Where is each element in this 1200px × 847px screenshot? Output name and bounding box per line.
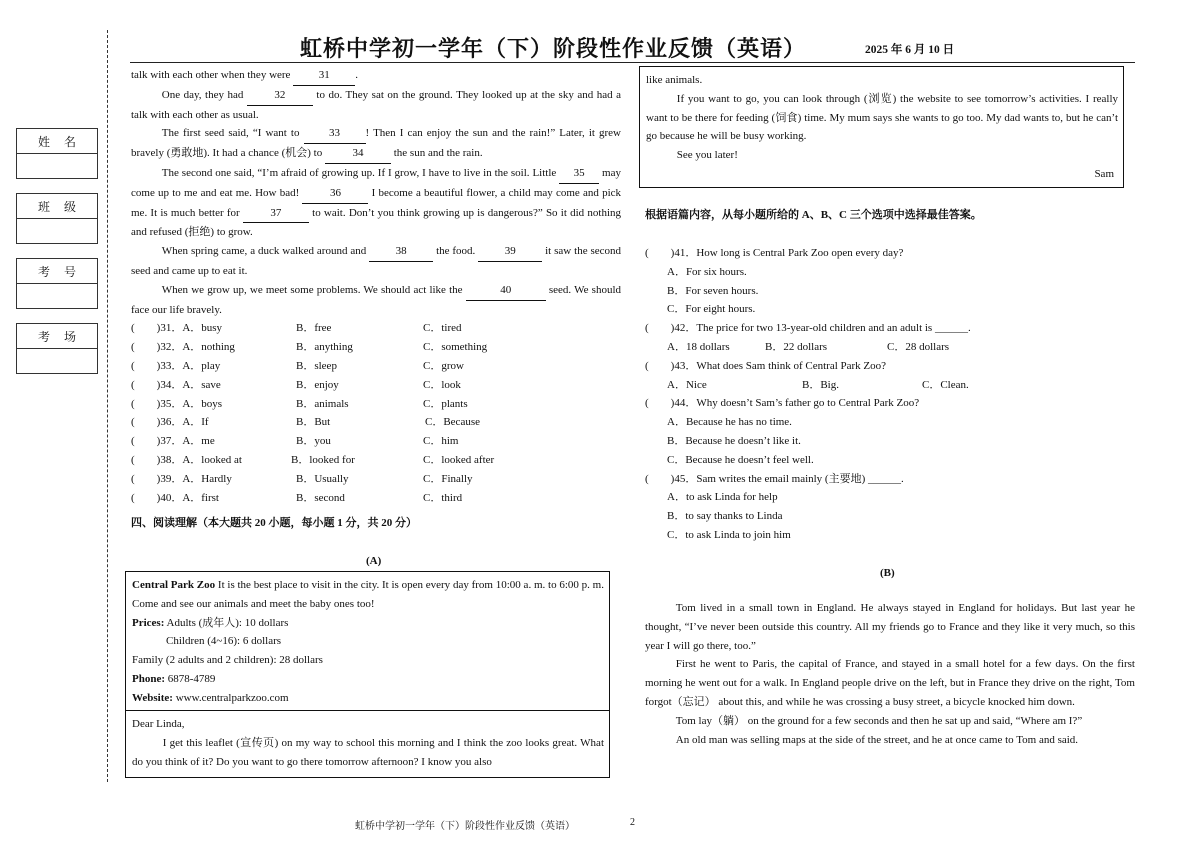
room-label-1: 考 [37,329,50,344]
reading-questions [645,244,1125,545]
q42-option-c[interactable]: C．28 dollars [887,340,950,353]
page-number: 2 [630,817,635,828]
blank-35: 35 [559,164,599,184]
question-41: ( )41．How long is Central Park Zoo open every day? [645,247,904,259]
name-box [16,128,98,179]
option-c[interactable]: C．him [423,435,459,448]
name-label-2: 名 [63,134,76,149]
option-row [131,451,621,470]
phone-number: 6878-4789 [165,672,216,685]
option-a[interactable]: ( )39．A．Hardly [131,472,232,485]
blank-36: 36 [302,184,368,204]
option-c[interactable]: C．plants [423,397,468,410]
class-label-2: 级 [63,199,76,214]
option-row [131,376,621,395]
q43-option-c[interactable]: C．Clean. [922,378,969,391]
option-c[interactable]: C．looked after [423,453,495,466]
option-a[interactable]: ( )32．A．nothing [131,341,235,354]
blank-38: 38 [369,242,433,262]
option-a[interactable]: ( )38．A．looked at [131,453,242,466]
option-b[interactable]: B．free [296,322,332,335]
question-instruction: 根据语篇内容，从每小题所给的 A、B、C 三个选项中选择最佳答案。 [645,209,982,221]
q44-option-c[interactable]: C．Because he doesn’t feel well. [667,453,814,466]
adult-price: Adults (成年人): 10 dollars [164,616,289,629]
letter-paragraph-1: I get this leaflet (宣传页) on my way to school this morning and I think the zoo looks great. What do you think of it? Do you want to go there tomorrow afternoon? I know you also [132,736,604,768]
option-c[interactable]: C．look [423,378,461,391]
website-url[interactable]: www.centralparkzoo.com [172,691,289,704]
option-b[interactable]: B．second [296,491,345,504]
option-a[interactable]: ( )31．A．busy [131,322,223,335]
q42-option-a[interactable]: A．18 dollars [667,340,730,353]
option-c[interactable]: C．Finally [423,472,473,485]
question-42: ( )42．The price for two 13-year-old children and an adult is ______. [645,322,971,335]
option-b[interactable]: B．sleep [296,359,337,372]
letter-box-start [125,710,610,778]
q41-option-c[interactable]: C．For eight hours. [667,303,756,316]
exam-number-box [16,258,98,309]
blank-37: 37 [243,204,309,224]
letter-paragraph-1-end: like animals. [646,74,703,86]
zoo-leaflet [125,571,610,711]
q45-option-b[interactable]: B．to say thanks to Linda [667,510,783,523]
part-a-label: (A) [366,555,382,567]
option-a[interactable]: ( )34．A．save [131,378,221,391]
q43-option-b[interactable]: B．Big. [802,378,839,391]
letter-box-continued [639,66,1124,188]
q45-option-a[interactable]: A．to ask Linda for help [667,491,778,504]
question-43: ( )43．What does Sam think of Central Park Zoo? [645,359,887,372]
option-c[interactable]: C．third [423,491,463,504]
option-a[interactable]: ( )36．A．If [131,416,209,429]
room-label-2: 场 [63,329,76,344]
phone-label: Phone: [132,672,165,685]
passage-b-paragraph-1: Tom lived in a small town in England. He always stayed in England for holidays. But last year he thought, “I’ve never been outside this country. All my friends go to France and they like it very much, so this year I will go there, too.” [645,602,1135,652]
option-row [131,395,621,414]
option-a[interactable]: ( )37．A．me [131,435,215,448]
class-field[interactable] [17,219,97,243]
option-row [131,413,621,432]
family-price: Family (2 adults and 2 children): 28 dollars [132,654,323,667]
q42-option-b[interactable]: B．22 dollars [765,340,828,353]
passage-b-paragraph-3: Tom lay（躺） on the ground for a few seconds and then he sat up and said, “Where am I?” [675,714,1083,727]
q41-option-a[interactable]: A．For six hours. [667,265,747,278]
option-row [131,470,621,489]
name-field[interactable] [17,154,97,178]
zoo-name: Central Park Zoo [132,579,216,591]
number-label-1: 考 [37,264,50,279]
page-title: 虹桥中学初一学年（下）阶段性作业反馈（英语） [300,36,807,61]
blank-39: 39 [478,242,542,262]
option-a[interactable]: ( )40．A．first [131,491,219,504]
question-45: ( )45．Sam writes the email mainly (主要地) ______. [645,472,904,485]
option-b[interactable]: B．animals [296,397,349,410]
zoo-intro: It is the best place to visit in the city. It is open every day from 10:00 a. m. to 6:00 p. m. Come and see our animals and meet the baby ones too! [132,579,604,610]
q41-option-b[interactable]: B．For seven hours. [667,284,759,297]
passage-b-paragraph-2: First he went to Paris, the capital of France, and stayed in a small hotel for a few days. On the first morning he went out for a walk. In England people drive on the left, but in France they drive on the right, Tom forgot（忘记） about this, and while he was crossing a busy street, a bicycle knocked him down. [645,658,1135,708]
option-b[interactable]: B．anything [296,341,353,354]
part-b-passage [645,599,1135,749]
option-b[interactable]: B．enjoy [296,378,339,391]
section-heading: 四、阅读理解（本大题共 20 小题，每小题 1 分，共 20 分） [131,517,417,529]
option-b[interactable]: B．But [296,416,331,429]
option-row [131,489,621,508]
blank-40: 40 [466,281,546,301]
page-footer: 虹桥中学初一学年（下）阶段性作业反馈（英语） [355,821,575,832]
number-label-2: 号 [63,264,76,279]
name-label-1: 姓 [37,134,50,149]
option-b[interactable]: B．looked for [291,453,355,466]
children-price: Children (4~16): 6 dollars [166,635,282,648]
exam-room-field[interactable] [17,349,97,373]
option-c[interactable]: C．tired [423,322,462,335]
letter-closing: See you later! [676,149,738,162]
option-row [131,357,621,376]
class-box [16,193,98,244]
q43-option-a[interactable]: A．Nice [667,378,707,391]
q44-option-a[interactable]: A．Because he has no time. [667,416,792,429]
class-label-1: 班 [37,199,50,214]
option-a[interactable]: ( )33．A．play [131,359,221,372]
prices-label: Prices: [132,616,165,629]
page-header [130,32,1135,63]
option-row [131,432,621,451]
binding-line [107,30,108,782]
option-b[interactable]: B．Usually [296,472,349,485]
option-c[interactable]: C．Because [425,416,480,429]
website-label: Website: [132,691,173,704]
q44-option-b[interactable]: B．Because he doesn’t like it. [667,434,801,447]
option-b[interactable]: B．you [296,435,331,448]
option-row [131,319,621,338]
blank-33: 33 [304,124,366,144]
part-b-label: (B) [880,567,895,579]
passage-b-paragraph-4: An old man was selling maps at the side of the street, and he at once came to Tom and said. [675,733,1079,746]
option-c[interactable]: C．something [423,341,488,354]
cloze-options [131,319,621,507]
blank-31: 31 [293,66,355,86]
letter-paragraph-2: If you want to go, you can look through (浏览) the website to see tomorrow’s activities. I really want to be there for feeding (饲食) time. My mum says she wants to go too. My dad wants to, but he can’t go because he will be busy working. [646,92,1118,143]
exam-room-box [16,323,98,374]
blank-32: 32 [247,86,313,106]
question-44: ( )44．Why doesn’t Sam’s father go to Central Park Zoo? [645,397,920,410]
letter-signature: Sam [1094,167,1114,180]
exam-number-field[interactable] [17,284,97,308]
letter-greeting: Dear Linda, [132,718,185,730]
q45-option-c[interactable]: C．to ask Linda to join him [667,528,791,541]
cloze-passage: talk with each other when they were 31 . One day, they had 32 to do. They sat on the ground. They looked up at the sky and had a talk with each other as usual. The first seed said, “I want to 33 ! Then I can enjoy the sun and the rain!” Later, it grew bravely (勇敢地). It had a chance (机会) to 34 the sun and the rain. The second one said, “I’m afraid of growing up. If I grow, I have to live in the soil. Little 35 may come up to me and eat me. How bad! 36 I become a beautiful flower, a child may come and pick me. It is much better for 37 to wait. Don’t you think growing up is dangerous?” So it did nothing and refused (拒绝) to grow. When spring came, a duck walked around and 38 the food. 39 it saw the second seed and came up to eat it. When we grow up, we meet some problems. We should act like the 40 seed. We should face our life bravely. ( )31．A．busy B．free C．tired ( )32．A．nothing B．anything C．something ( )33．A．play B．sleep C．grow ( )34．A．save B．enjoy C．look ( )35．A．boys B．animals C．plants ( )36．A．If B．But C．Because ( )37．A．me B．you C．him ( )38．A．looked at B．looked for C．looked after ( )39．A．Hardly B．Usually C．Finally ( )40．A．first B．second C．third [131,66,621,507]
option-c[interactable]: C．grow [423,359,464,372]
option-a[interactable]: ( )35．A．boys [131,397,223,410]
exam-date: 2025 年 6 月 10 日 [865,44,955,56]
option-row [131,338,621,357]
blank-34: 34 [325,144,391,164]
